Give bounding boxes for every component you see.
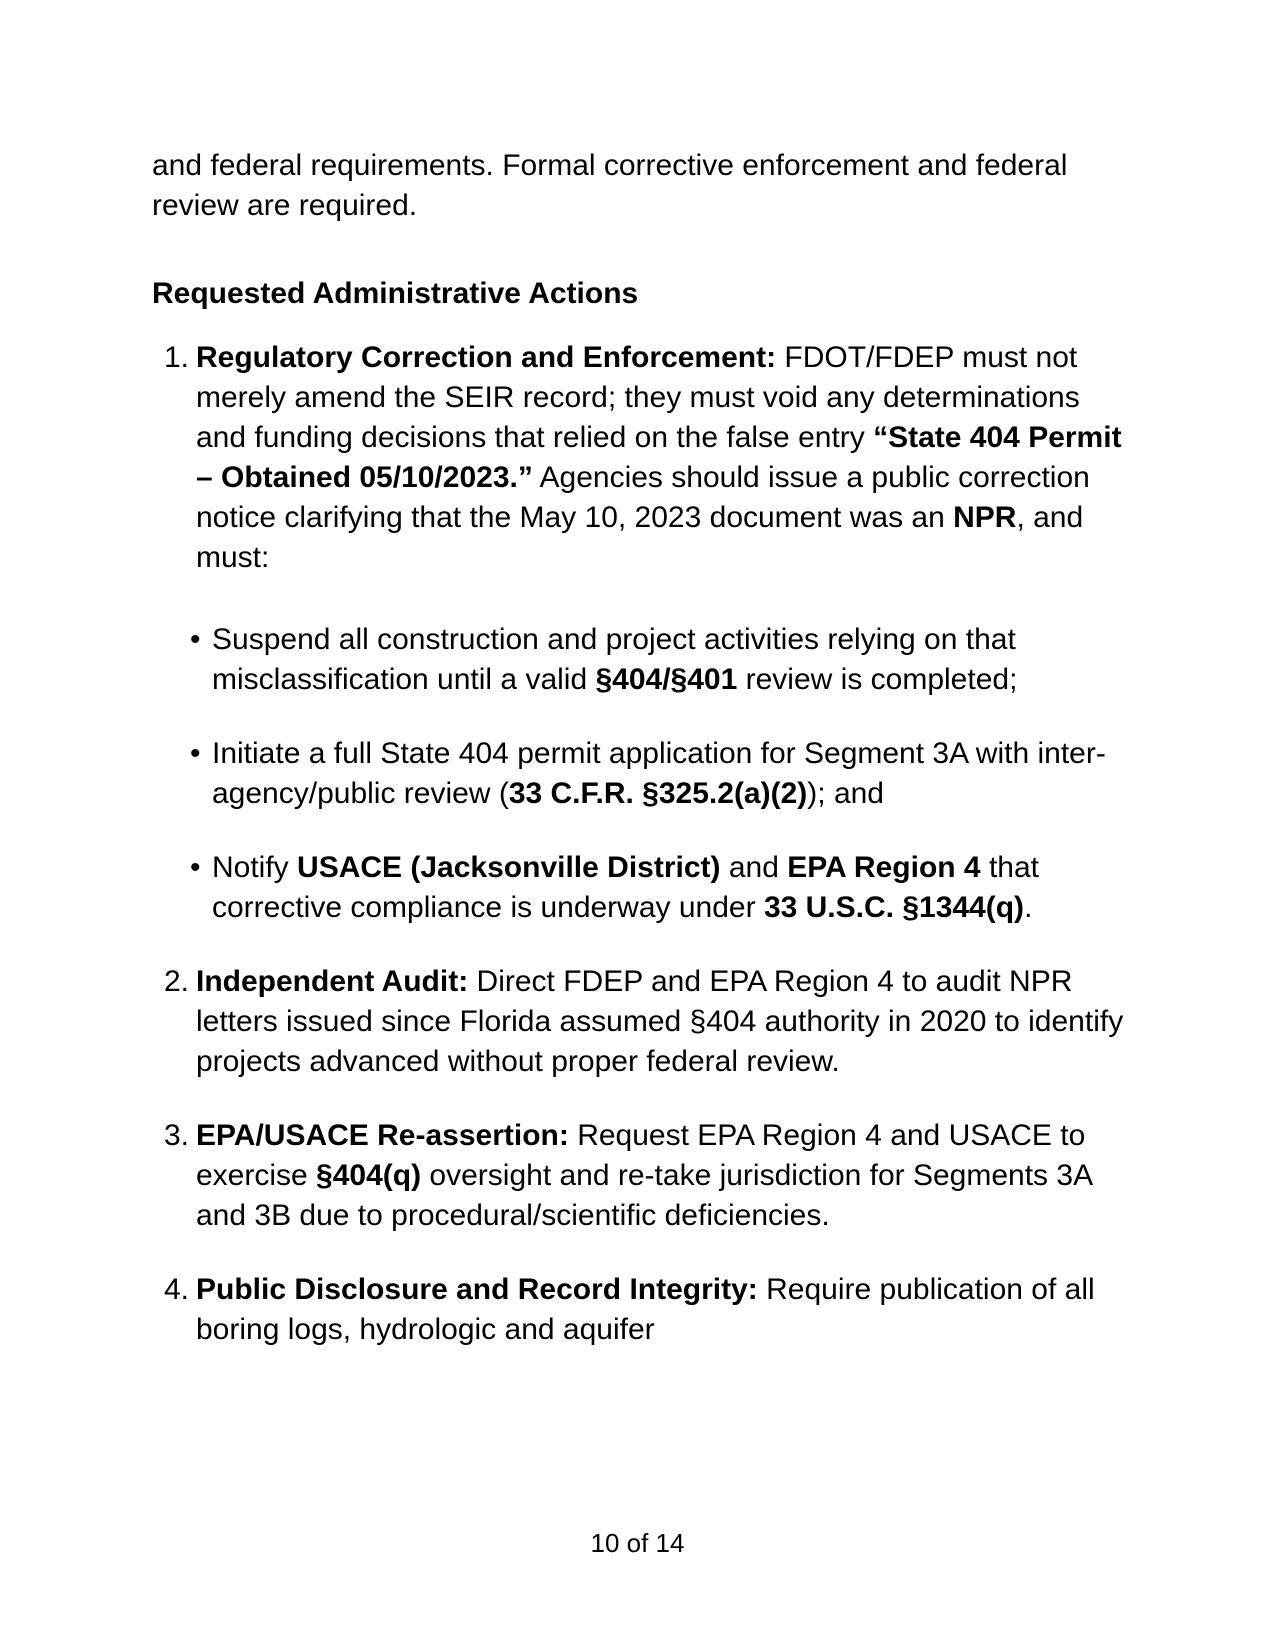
item-text: Independent Audit: Direct FDEP and EPA Region 4 to audit NPR letters issued since Florida assumed §404 authority in 2020 to identify projects advanced without proper federal review.: [196, 965, 1124, 1078]
item-text: Regulatory Correction and Enforcement: FDOT/FDEP must not merely amend the SEIR record; they must void any determinations and funding decisions that relied on the false entry “State 404 Permit – Obtained 05/10/2023.” Agencies should issue a public correction notice clarifying that the May 10, 2023 document was an NPR, and must:: [196, 341, 1122, 574]
bullet-marker: •: [190, 737, 201, 770]
list-item-3: [152, 1116, 1135, 1236]
item-number: 3.: [164, 1119, 190, 1152]
list-item-1: [152, 338, 1135, 928]
item-number: 1.: [164, 341, 190, 374]
bullet-item: [190, 848, 1135, 928]
list-item-2: [152, 962, 1135, 1082]
bullet-list: [190, 620, 1135, 928]
page-number: 10 of 14: [590, 1528, 685, 1558]
item-text: EPA/USACE Re-assertion: Request EPA Region 4 and USACE to exercise §404(q) oversight and re-take jurisdiction for Segments 3A and 3B due to procedural/scientific deficiencies.: [196, 1119, 1092, 1232]
item-number: 4.: [164, 1273, 190, 1306]
section-heading: Requested Administrative Actions: [152, 277, 639, 310]
bullet-marker: •: [190, 851, 201, 884]
bullet-text: Notify USACE (Jacksonville District) and EPA Region 4 that corrective compliance is underway under 33 U.S.C. §1344(q).: [212, 851, 1039, 924]
intro-paragraph: and federal requirements. Formal corrective enforcement and federal review are required.: [152, 149, 1068, 222]
bullet-text: Initiate a full State 404 permit application for Segment 3A with inter-agency/public review (33 C.F.R. §325.2(a)(2)); and: [212, 737, 1106, 810]
page-footer: [0, 1528, 1275, 1558]
bullet-text: Suspend all construction and project activities relying on that misclassification until a valid §404/§401 review is completed;: [212, 623, 1018, 696]
list-item-4: [152, 1270, 1135, 1350]
admin-actions-list: [152, 338, 1135, 1350]
bullet-item: [190, 620, 1135, 700]
item-text: Public Disclosure and Record Integrity: Require publication of all boring logs, hydrologic and aquifer: [196, 1273, 1095, 1346]
bullet-marker: •: [190, 623, 201, 656]
bullet-item: [190, 734, 1135, 814]
item-number: 2.: [164, 965, 190, 998]
